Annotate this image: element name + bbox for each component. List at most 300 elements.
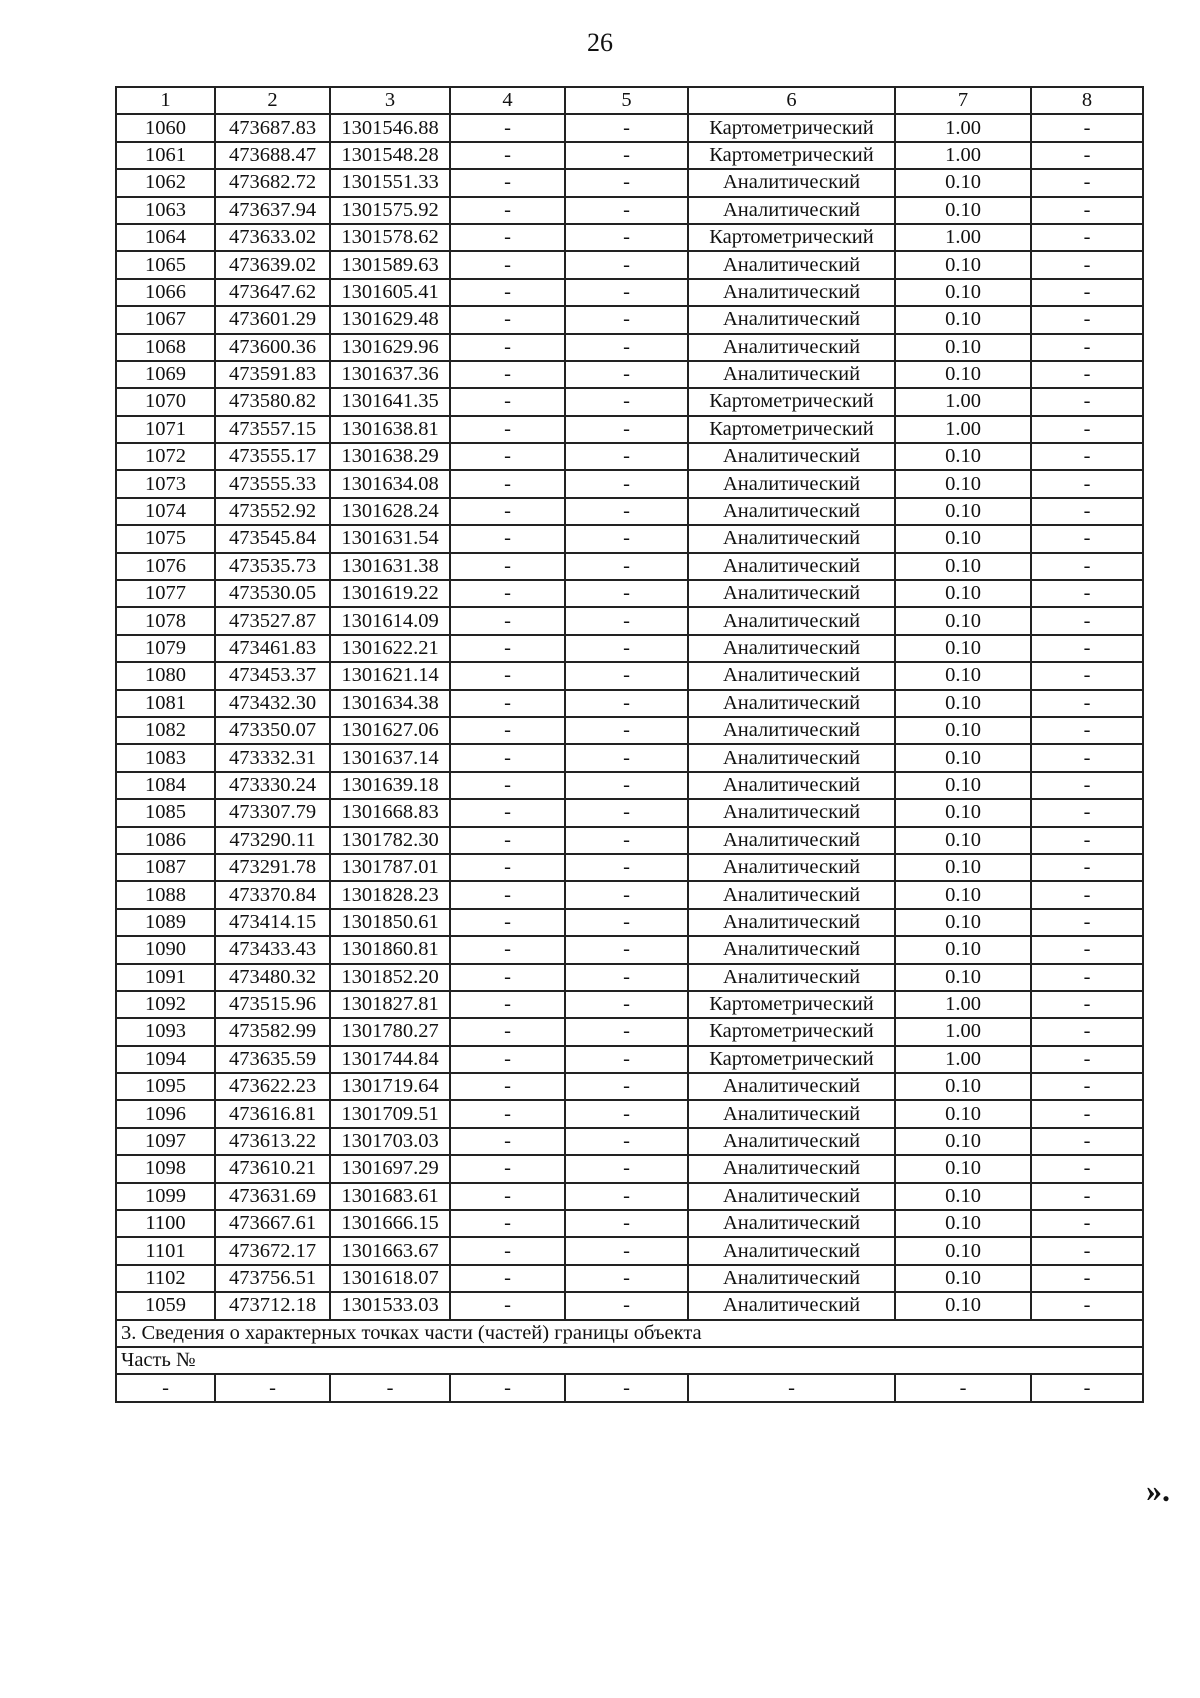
table-cell: 0.10 bbox=[895, 799, 1031, 826]
table-cell: 1076 bbox=[116, 553, 215, 580]
table-cell: - bbox=[450, 498, 565, 525]
table-cell: - bbox=[565, 1155, 688, 1182]
table-cell: 1096 bbox=[116, 1100, 215, 1127]
table-cell: 473552.92 bbox=[215, 498, 330, 525]
table-cell: 0.10 bbox=[895, 1128, 1031, 1155]
table-row bbox=[116, 772, 1143, 799]
table-cell: - bbox=[1031, 1073, 1143, 1100]
table-cell: - bbox=[565, 1183, 688, 1210]
table-row bbox=[116, 306, 1143, 333]
table-cell: 1301548.28 bbox=[330, 142, 450, 169]
table-row bbox=[116, 1128, 1143, 1155]
table-cell: Аналитический bbox=[688, 1210, 895, 1237]
table-cell: 1097 bbox=[116, 1128, 215, 1155]
table-cell: - bbox=[450, 964, 565, 991]
table-cell: 0.10 bbox=[895, 1210, 1031, 1237]
table-cell: - bbox=[1031, 881, 1143, 908]
table-cell: 6 bbox=[688, 87, 895, 114]
table-cell: - bbox=[565, 279, 688, 306]
table-cell: - bbox=[450, 1210, 565, 1237]
table-cell: - bbox=[1031, 772, 1143, 799]
table-cell: 1.00 bbox=[895, 142, 1031, 169]
table-cell: - bbox=[565, 635, 688, 662]
table-cell: 1077 bbox=[116, 580, 215, 607]
table-cell: 473637.94 bbox=[215, 197, 330, 224]
table-cell: Аналитический bbox=[688, 1183, 895, 1210]
table-cell: 1301629.48 bbox=[330, 306, 450, 333]
table-cell: Аналитический bbox=[688, 1073, 895, 1100]
table-cell: - bbox=[116, 1374, 215, 1401]
table-cell: 1301634.08 bbox=[330, 470, 450, 497]
table-row bbox=[116, 388, 1143, 415]
table-cell: Картометрический bbox=[688, 1046, 895, 1073]
table-cell: - bbox=[450, 854, 565, 881]
table-cell: 1060 bbox=[116, 114, 215, 141]
table-cell: 473461.83 bbox=[215, 635, 330, 662]
table-row bbox=[116, 169, 1143, 196]
table-cell: - bbox=[565, 251, 688, 278]
table-cell: Аналитический bbox=[688, 1128, 895, 1155]
table-cell: - bbox=[565, 334, 688, 361]
table-cell: 1301850.61 bbox=[330, 909, 450, 936]
table-cell: 1301634.38 bbox=[330, 690, 450, 717]
table-cell: 473613.22 bbox=[215, 1128, 330, 1155]
table-row bbox=[116, 1183, 1143, 1210]
table-cell: 1074 bbox=[116, 498, 215, 525]
table-cell: - bbox=[1031, 553, 1143, 580]
table-cell: Аналитический bbox=[688, 361, 895, 388]
table-cell: - bbox=[565, 964, 688, 991]
table-cell: Аналитический bbox=[688, 525, 895, 552]
table-cell: Аналитический bbox=[688, 936, 895, 963]
table-cell: - bbox=[450, 936, 565, 963]
table-cell: - bbox=[1031, 662, 1143, 689]
table-cell: 1062 bbox=[116, 169, 215, 196]
table-cell: - bbox=[565, 1073, 688, 1100]
table-cell: - bbox=[450, 525, 565, 552]
table-cell: - bbox=[565, 470, 688, 497]
table-cell: 1301638.81 bbox=[330, 416, 450, 443]
table-cell: - bbox=[1031, 142, 1143, 169]
table-cell: Аналитический bbox=[688, 197, 895, 224]
table-cell: - bbox=[1031, 361, 1143, 388]
table-cell: - bbox=[450, 416, 565, 443]
table-cell: 0.10 bbox=[895, 744, 1031, 771]
table-cell: - bbox=[565, 306, 688, 333]
table-cell: 1098 bbox=[116, 1155, 215, 1182]
table-cell: 1095 bbox=[116, 1073, 215, 1100]
table-cell: 473610.21 bbox=[215, 1155, 330, 1182]
table-cell: Картометрический bbox=[688, 388, 895, 415]
table-cell: 1301709.51 bbox=[330, 1100, 450, 1127]
table-cell: 473687.83 bbox=[215, 114, 330, 141]
table-cell: 0.10 bbox=[895, 635, 1031, 662]
table-cell: - bbox=[1031, 388, 1143, 415]
table-cell: 473635.59 bbox=[215, 1046, 330, 1073]
table-cell: Аналитический bbox=[688, 169, 895, 196]
table-cell: - bbox=[565, 607, 688, 634]
table-cell: 473672.17 bbox=[215, 1237, 330, 1264]
table-cell: Аналитический bbox=[688, 635, 895, 662]
table-cell: 1059 bbox=[116, 1292, 215, 1319]
table-cell: Аналитический bbox=[688, 717, 895, 744]
table-cell: - bbox=[565, 1046, 688, 1073]
table-cell: 1301627.06 bbox=[330, 717, 450, 744]
table-cell: 1089 bbox=[116, 909, 215, 936]
table-cell: - bbox=[330, 1374, 450, 1401]
table-cell: 473332.31 bbox=[215, 744, 330, 771]
table-row bbox=[116, 717, 1143, 744]
table-cell: - bbox=[565, 1237, 688, 1264]
table-cell: 473530.05 bbox=[215, 580, 330, 607]
table-row bbox=[116, 635, 1143, 662]
table-cell: Аналитический bbox=[688, 443, 895, 470]
table-cell: - bbox=[450, 744, 565, 771]
table-cell: 1301631.54 bbox=[330, 525, 450, 552]
table-cell: 473616.81 bbox=[215, 1100, 330, 1127]
table-cell: 1301641.35 bbox=[330, 388, 450, 415]
table-cell: 1065 bbox=[116, 251, 215, 278]
section-title-row bbox=[116, 1320, 1143, 1347]
table-cell: 1099 bbox=[116, 1183, 215, 1210]
table-cell: - bbox=[450, 909, 565, 936]
table-cell: - bbox=[1031, 525, 1143, 552]
table-cell: 1301614.09 bbox=[330, 607, 450, 634]
table-cell: 473432.30 bbox=[215, 690, 330, 717]
table-cell: 1301533.03 bbox=[330, 1292, 450, 1319]
table-cell: - bbox=[450, 635, 565, 662]
table-cell: 0.10 bbox=[895, 690, 1031, 717]
table-cell: 1301860.81 bbox=[330, 936, 450, 963]
table-cell: - bbox=[1031, 114, 1143, 141]
table-row bbox=[116, 964, 1143, 991]
table-cell: - bbox=[1031, 854, 1143, 881]
table-cell: - bbox=[565, 197, 688, 224]
table-row bbox=[116, 443, 1143, 470]
table-cell: 1075 bbox=[116, 525, 215, 552]
table-cell: 1070 bbox=[116, 388, 215, 415]
table-cell: - bbox=[450, 361, 565, 388]
table-cell: - bbox=[1031, 827, 1143, 854]
table-cell: Картометрический bbox=[688, 142, 895, 169]
table-cell: - bbox=[450, 1237, 565, 1264]
table-cell: 473290.11 bbox=[215, 827, 330, 854]
table-cell: 1.00 bbox=[895, 114, 1031, 141]
table-cell: 1061 bbox=[116, 142, 215, 169]
table-cell: 1301780.27 bbox=[330, 1018, 450, 1045]
table-cell: Аналитический bbox=[688, 690, 895, 717]
table-cell: - bbox=[1031, 580, 1143, 607]
table-cell: - bbox=[450, 224, 565, 251]
table-cell: - bbox=[450, 553, 565, 580]
table-cell: 1085 bbox=[116, 799, 215, 826]
table-cell: 473582.99 bbox=[215, 1018, 330, 1045]
table-cell: 473433.43 bbox=[215, 936, 330, 963]
table-cell: - bbox=[1031, 334, 1143, 361]
table-cell: 1087 bbox=[116, 854, 215, 881]
table-cell: 473414.15 bbox=[215, 909, 330, 936]
table-cell: Аналитический bbox=[688, 498, 895, 525]
table-cell: Аналитический bbox=[688, 964, 895, 991]
table-cell: Картометрический bbox=[688, 991, 895, 1018]
table-cell: - bbox=[1031, 1237, 1143, 1264]
table-cell: 0.10 bbox=[895, 334, 1031, 361]
table-row bbox=[116, 991, 1143, 1018]
table-cell: 1 bbox=[116, 87, 215, 114]
table-cell: 1068 bbox=[116, 334, 215, 361]
table-cell: 473667.61 bbox=[215, 1210, 330, 1237]
table-row bbox=[116, 142, 1143, 169]
table-cell: Аналитический bbox=[688, 470, 895, 497]
table-cell: Аналитический bbox=[688, 799, 895, 826]
table-cell: Аналитический bbox=[688, 279, 895, 306]
table-cell: - bbox=[1031, 799, 1143, 826]
table-cell: 0.10 bbox=[895, 251, 1031, 278]
table-cell: 0.10 bbox=[895, 1292, 1031, 1319]
table-cell: - bbox=[565, 799, 688, 826]
table-cell: 0.10 bbox=[895, 964, 1031, 991]
table-cell: - bbox=[1031, 224, 1143, 251]
table-cell: 0.10 bbox=[895, 1265, 1031, 1292]
table-row bbox=[116, 881, 1143, 908]
table-cell: 1.00 bbox=[895, 388, 1031, 415]
table-row bbox=[116, 416, 1143, 443]
table-cell: - bbox=[565, 361, 688, 388]
table-cell: - bbox=[565, 1374, 688, 1401]
table-cell: 1073 bbox=[116, 470, 215, 497]
table-cell: 0.10 bbox=[895, 470, 1031, 497]
table-cell: - bbox=[565, 717, 688, 744]
table-cell: 1100 bbox=[116, 1210, 215, 1237]
table-cell: 1301551.33 bbox=[330, 169, 450, 196]
table-cell: - bbox=[1031, 443, 1143, 470]
table-cell: - bbox=[565, 690, 688, 717]
table-cell: 473307.79 bbox=[215, 799, 330, 826]
table-cell: Аналитический bbox=[688, 827, 895, 854]
table-cell: 1301782.30 bbox=[330, 827, 450, 854]
table-cell: 473291.78 bbox=[215, 854, 330, 881]
section-3-title: 3. Сведения о характерных точках части (частей) границы объекта bbox=[116, 1320, 1143, 1347]
table-cell: 1082 bbox=[116, 717, 215, 744]
table-cell: 1301589.63 bbox=[330, 251, 450, 278]
table-cell: - bbox=[450, 279, 565, 306]
table-cell: 473712.18 bbox=[215, 1292, 330, 1319]
table-cell: - bbox=[450, 114, 565, 141]
table-cell: 473639.02 bbox=[215, 251, 330, 278]
table-cell: - bbox=[450, 1046, 565, 1073]
table-cell: 0.10 bbox=[895, 1183, 1031, 1210]
table-cell: - bbox=[565, 881, 688, 908]
table-cell: Картометрический bbox=[688, 114, 895, 141]
table-cell: - bbox=[565, 936, 688, 963]
table-cell: 1066 bbox=[116, 279, 215, 306]
table-cell: 1101 bbox=[116, 1237, 215, 1264]
table-cell: Аналитический bbox=[688, 607, 895, 634]
table-cell: 1301631.38 bbox=[330, 553, 450, 580]
table-cell: - bbox=[565, 525, 688, 552]
table-cell: - bbox=[565, 142, 688, 169]
table-cell: - bbox=[450, 1292, 565, 1319]
table-cell: 0.10 bbox=[895, 854, 1031, 881]
table-cell: - bbox=[450, 1073, 565, 1100]
table-cell: 473527.87 bbox=[215, 607, 330, 634]
table-cell: Аналитический bbox=[688, 1155, 895, 1182]
table-cell: - bbox=[1031, 1183, 1143, 1210]
table-cell: - bbox=[1031, 1155, 1143, 1182]
table-cell: 0.10 bbox=[895, 607, 1031, 634]
table-row bbox=[116, 1210, 1143, 1237]
table-cell: 473453.37 bbox=[215, 662, 330, 689]
table-cell: - bbox=[450, 717, 565, 744]
table-cell: Картометрический bbox=[688, 1018, 895, 1045]
table-cell: 1301668.83 bbox=[330, 799, 450, 826]
table-cell: 1063 bbox=[116, 197, 215, 224]
table-cell: 1093 bbox=[116, 1018, 215, 1045]
table-cell: - bbox=[450, 827, 565, 854]
table-cell: 1301639.18 bbox=[330, 772, 450, 799]
table-cell: - bbox=[565, 909, 688, 936]
table-cell: - bbox=[565, 416, 688, 443]
table-cell: 0.10 bbox=[895, 361, 1031, 388]
table-row bbox=[116, 1018, 1143, 1045]
table-cell: - bbox=[215, 1374, 330, 1401]
table-cell: - bbox=[1031, 964, 1143, 991]
table-row bbox=[116, 936, 1143, 963]
table-row bbox=[116, 1155, 1143, 1182]
table-cell: - bbox=[1031, 197, 1143, 224]
table-row bbox=[116, 470, 1143, 497]
table-cell: - bbox=[450, 251, 565, 278]
table-cell: 473515.96 bbox=[215, 991, 330, 1018]
table-cell: 473622.23 bbox=[215, 1073, 330, 1100]
table-cell: Аналитический bbox=[688, 881, 895, 908]
table-cell: 473480.32 bbox=[215, 964, 330, 991]
table-cell: - bbox=[450, 772, 565, 799]
table-cell: - bbox=[1031, 1374, 1143, 1401]
table-cell: Аналитический bbox=[688, 1265, 895, 1292]
table-cell: 1301828.23 bbox=[330, 881, 450, 908]
table-cell: - bbox=[565, 580, 688, 607]
part-label: Часть № bbox=[116, 1347, 1143, 1374]
table-row bbox=[116, 525, 1143, 552]
table-cell: 1080 bbox=[116, 662, 215, 689]
table-row bbox=[116, 744, 1143, 771]
table-cell: - bbox=[565, 224, 688, 251]
table-cell: 1301638.29 bbox=[330, 443, 450, 470]
table-cell: - bbox=[565, 498, 688, 525]
table-cell: Аналитический bbox=[688, 744, 895, 771]
table-cell: - bbox=[1031, 169, 1143, 196]
table-cell: - bbox=[565, 1210, 688, 1237]
table-cell: - bbox=[1031, 1265, 1143, 1292]
table-cell: - bbox=[1031, 1128, 1143, 1155]
table-cell: Картометрический bbox=[688, 416, 895, 443]
table-cell: 1301619.22 bbox=[330, 580, 450, 607]
table-cell: 0.10 bbox=[895, 525, 1031, 552]
table-cell: - bbox=[450, 690, 565, 717]
table-row bbox=[116, 607, 1143, 634]
table-cell: 0.10 bbox=[895, 443, 1031, 470]
table-cell: - bbox=[565, 1128, 688, 1155]
table-cell: 1301629.96 bbox=[330, 334, 450, 361]
table-cell: - bbox=[565, 114, 688, 141]
table-row bbox=[116, 279, 1143, 306]
table-row bbox=[116, 909, 1143, 936]
table-cell: - bbox=[1031, 1018, 1143, 1045]
table-cell: 0.10 bbox=[895, 553, 1031, 580]
table-cell: 473647.62 bbox=[215, 279, 330, 306]
part-label-row bbox=[116, 1347, 1143, 1374]
table-cell: - bbox=[1031, 1100, 1143, 1127]
table-cell: 2 bbox=[215, 87, 330, 114]
table-cell: 1301622.21 bbox=[330, 635, 450, 662]
table-cell: - bbox=[565, 827, 688, 854]
table-cell: Аналитический bbox=[688, 909, 895, 936]
table-cell: 473330.24 bbox=[215, 772, 330, 799]
table-cell: 1301703.03 bbox=[330, 1128, 450, 1155]
table-cell: - bbox=[565, 1018, 688, 1045]
table-cell: 1301637.36 bbox=[330, 361, 450, 388]
table-cell: - bbox=[1031, 416, 1143, 443]
table-cell: 1064 bbox=[116, 224, 215, 251]
table-cell: 1092 bbox=[116, 991, 215, 1018]
table-cell: - bbox=[565, 1100, 688, 1127]
table-cell: 0.10 bbox=[895, 169, 1031, 196]
table-cell: 0.10 bbox=[895, 1073, 1031, 1100]
table-cell: 473555.17 bbox=[215, 443, 330, 470]
table-cell: 473580.82 bbox=[215, 388, 330, 415]
table-cell: 1301683.61 bbox=[330, 1183, 450, 1210]
table-cell: - bbox=[1031, 251, 1143, 278]
table-row bbox=[116, 690, 1143, 717]
table-cell: Аналитический bbox=[688, 1292, 895, 1319]
table-cell: - bbox=[450, 1265, 565, 1292]
table-cell: Аналитический bbox=[688, 251, 895, 278]
table-cell: 0.10 bbox=[895, 279, 1031, 306]
table-cell: - bbox=[1031, 690, 1143, 717]
table-cell: - bbox=[1031, 1046, 1143, 1073]
table-cell: Аналитический bbox=[688, 553, 895, 580]
table-row bbox=[116, 1100, 1143, 1127]
table-cell: - bbox=[565, 662, 688, 689]
table-cell: Аналитический bbox=[688, 772, 895, 799]
table-row bbox=[116, 251, 1143, 278]
table-cell: - bbox=[688, 1374, 895, 1401]
table-cell: 473682.72 bbox=[215, 169, 330, 196]
table-cell: 473600.36 bbox=[215, 334, 330, 361]
table-cell: - bbox=[450, 334, 565, 361]
table-cell: 1072 bbox=[116, 443, 215, 470]
table-cell: Аналитический bbox=[688, 1100, 895, 1127]
table-cell: 473370.84 bbox=[215, 881, 330, 908]
coordinates-table bbox=[115, 86, 1144, 1403]
table-cell: 1.00 bbox=[895, 1046, 1031, 1073]
table-row bbox=[116, 1237, 1143, 1264]
table-cell: - bbox=[565, 388, 688, 415]
table-cell: 1081 bbox=[116, 690, 215, 717]
table-row bbox=[116, 498, 1143, 525]
table-cell: - bbox=[450, 197, 565, 224]
table-cell: - bbox=[450, 662, 565, 689]
table-cell: 1069 bbox=[116, 361, 215, 388]
table-cell: - bbox=[565, 744, 688, 771]
table-cell: 1091 bbox=[116, 964, 215, 991]
table-cell: - bbox=[450, 388, 565, 415]
table-cell: - bbox=[565, 1292, 688, 1319]
table-cell: - bbox=[450, 1100, 565, 1127]
table-cell: 1301628.24 bbox=[330, 498, 450, 525]
table-row bbox=[116, 854, 1143, 881]
